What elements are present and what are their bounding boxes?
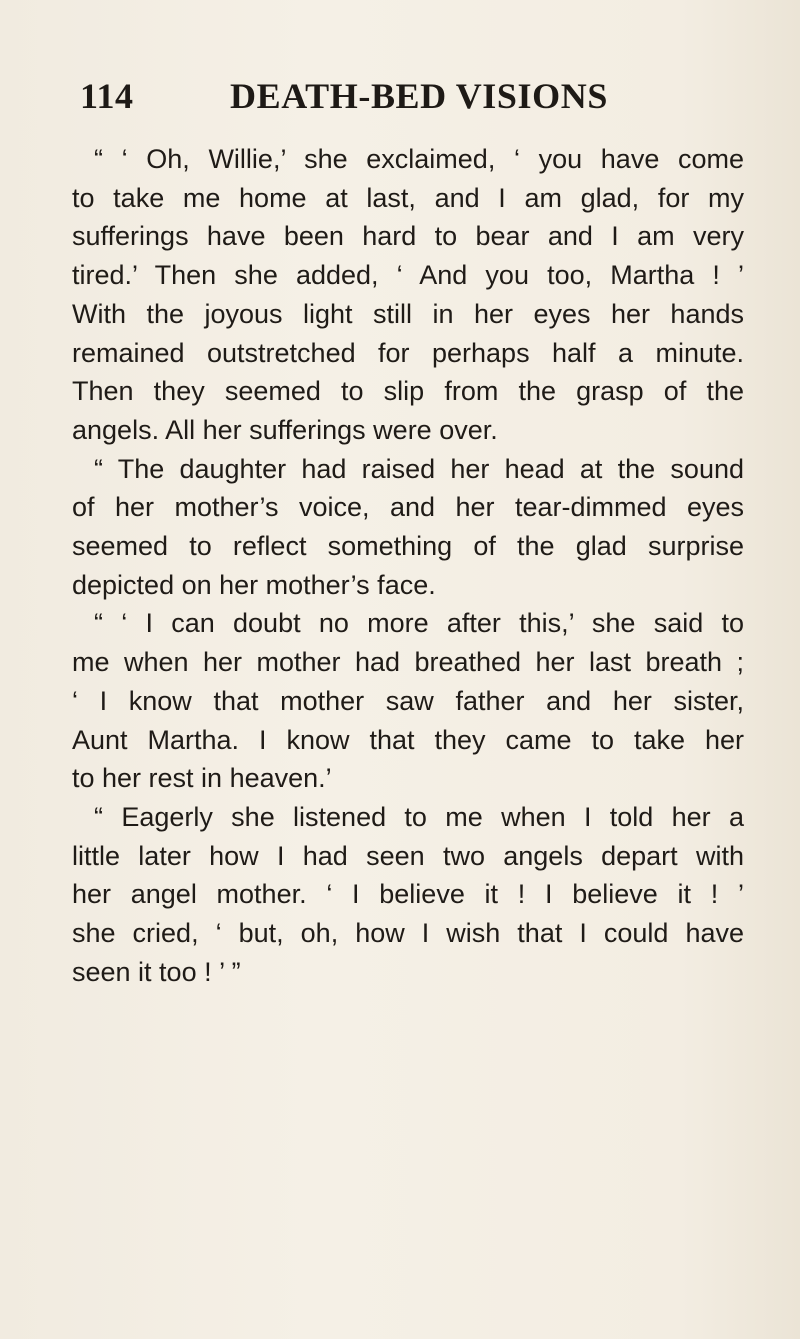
text-line: Then they seemed to slip from the grasp of the (72, 376, 744, 407)
text-line: sufferings have been hard to bear and I am very (72, 221, 744, 252)
text-line: to take me home at last, and I am glad, for my (72, 182, 744, 213)
text-line: she cried, ‘ but, oh, how I wish that I could have (72, 918, 744, 949)
paragraph (72, 140, 744, 450)
text-line: depicted on her mother’s face. (72, 569, 436, 600)
text-line: seen it too ! ’ ” (72, 956, 241, 987)
text-line: Aunt Martha. I know that they came to take her (72, 724, 744, 755)
text-line: “ Eagerly she listened to me when I told her a (94, 801, 744, 832)
text-line: me when her mother had breathed her last breath ; (72, 647, 744, 678)
paragraph (72, 604, 744, 798)
text-line: “ ‘ I can doubt no more after this,’ she said to (94, 608, 744, 639)
page-number: 114 (80, 76, 134, 116)
text-line: to her rest in heaven.’ (72, 763, 332, 794)
text-line: remained outstretched for perhaps half a minute. (72, 337, 744, 368)
text-line: angels. All her sufferings were over. (72, 414, 498, 445)
text-line: “ The daughter had raised her head at the sound (94, 453, 744, 484)
text-line: of her mother’s voice, and her tear-dimmed eyes (72, 492, 744, 523)
page-header (80, 72, 720, 120)
text-line: seemed to reflect something of the glad surprise (72, 531, 744, 562)
body-text (72, 140, 744, 991)
text-line: With the joyous light still in her eyes her hands (72, 298, 744, 329)
text-line: her angel mother. ‘ I believe it ! I believe it ! ’ (72, 879, 744, 910)
text-line: “ ‘ Oh, Willie,’ she exclaimed, ‘ you have come (94, 144, 744, 174)
text-line: tired.’ Then she added, ‘ And you too, Martha ! ’ (72, 260, 744, 291)
text-line: little later how I had seen two angels depart with (72, 840, 744, 871)
paragraph (72, 798, 744, 992)
paragraph (72, 450, 744, 605)
running-head: DEATH-BED VISIONS (230, 76, 608, 116)
text-line: ‘ I know that mother saw father and her sister, (72, 685, 744, 716)
